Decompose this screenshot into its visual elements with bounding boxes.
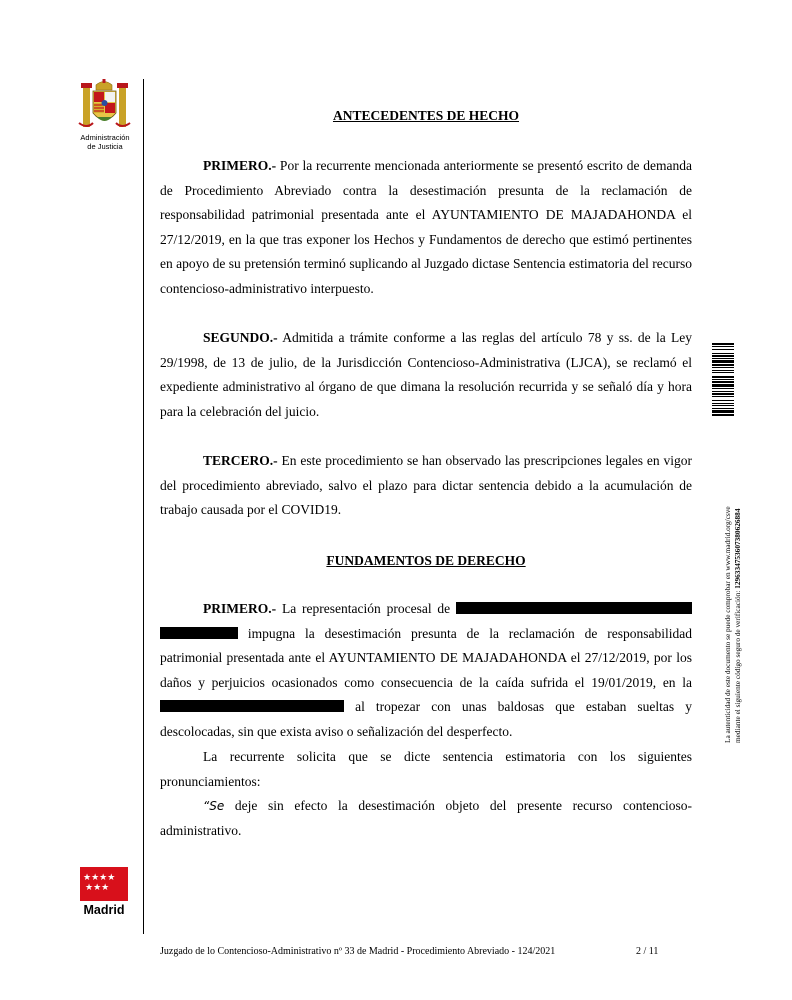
paragraph-text: La representación procesal de	[276, 601, 456, 616]
verification-note	[708, 458, 742, 743]
coat-of-arms-icon	[77, 79, 132, 133]
page-number: 2 / 11	[636, 946, 659, 957]
administracion-justicia-label: Administración de Justicia	[80, 133, 130, 151]
paragraph-text: impugna la desestimación presunta de la reclamación de responsabilidad patrimonial presentada ante el AYUNTAMIENTO DE MAJADAHONDA el 27/12/2019, por los daños y perjuicios ocasionados como consecuencia de la caída sufrida el 19/01/2019, en la	[160, 625, 692, 690]
barcode-icon	[712, 343, 734, 447]
redacted-block	[456, 602, 692, 614]
madrid-logo-text: Madrid	[83, 903, 125, 917]
antecedentes-heading: ANTECEDENTES DE HECHO	[332, 108, 520, 123]
antecedentes-segundo-paragraph	[160, 326, 692, 424]
paragraph-text: Admitida a trámite conforme a las reglas del artículo 78 y ss. de la Ley 29/1998, de 13 de julio, de la Jurisdicción Contencioso-Administrativa (LJCA), se reclamó el expediente administrativo al órgano de que dimana la resolución recurrida y se señaló día y hora para la celebración del juicio.	[160, 330, 692, 419]
footer-court-text: Juzgado de lo Contencioso-Administrativo nº 33 de Madrid - Procedimiento Abreviado - 124/2021	[160, 946, 556, 957]
margin-rule	[143, 79, 144, 934]
paragraph-label: PRIMERO.-	[203, 601, 277, 616]
solicita-paragraph: La recurrente solicita que se dicte sentencia estimatoria con los siguientes pronunciamientos:	[160, 749, 692, 789]
paragraph-label: PRIMERO.-	[203, 158, 277, 173]
paragraph-text: al tropezar con unas baldosas que estaban sueltas y descolocadas, sin que exista aviso o señalización del desperfecto.	[160, 699, 692, 739]
verification-code: 1296334753607380626884	[733, 508, 742, 589]
antecedentes-primero-paragraph	[160, 154, 692, 302]
fundamentos-primero-paragraph	[160, 597, 692, 745]
quote-text: deje sin efecto la desestimación objeto del presente recurso contencioso-administrativo.	[160, 798, 692, 838]
verification-line1: La autenticidad de este documento se puede comprobar en www.madrid.org/csve	[723, 506, 732, 743]
paragraph-label: SEGUNDO.-	[203, 330, 278, 345]
quote-open: “Se	[203, 799, 225, 813]
verification-line2: mediante el siguiente código seguro de verificación: 1296334753607380626884	[733, 508, 742, 743]
paragraph-label: TERCERO.-	[203, 453, 278, 468]
redacted-block	[160, 700, 344, 712]
paragraph-text: Por la recurrente mencionada anteriormente se presentó escrito de demanda de Procedimiento Abreviado contra la desestimación presunta de la reclamación de responsabilidad patrimonial presentada ante el AYUNTAMIENTO DE MAJADAHONDA el 27/12/2019, en la que tras exponer los Hechos y Fundamentos de derecho que estimó pertinentes en apoyo de su pretensión terminó suplicando al Juzgado dictase Sentencia estimatoria del recurso contencioso-administrativo interpuesto.	[160, 158, 692, 296]
madrid-flag-icon: ★★★★ ★★★	[80, 867, 128, 901]
redacted-block	[160, 627, 238, 639]
quote-paragraph	[160, 794, 692, 843]
paragraph-text: En este procedimiento se han observado las prescripciones legales en vigor del procedimiento abreviado, salvo el plazo para dictar sentencia debido a la acumulación de trabajo causada por el COVID19.	[160, 453, 692, 518]
fundamentos-heading: FUNDAMENTOS DE DERECHO	[326, 553, 526, 568]
antecedentes-tercero-paragraph	[160, 449, 692, 523]
